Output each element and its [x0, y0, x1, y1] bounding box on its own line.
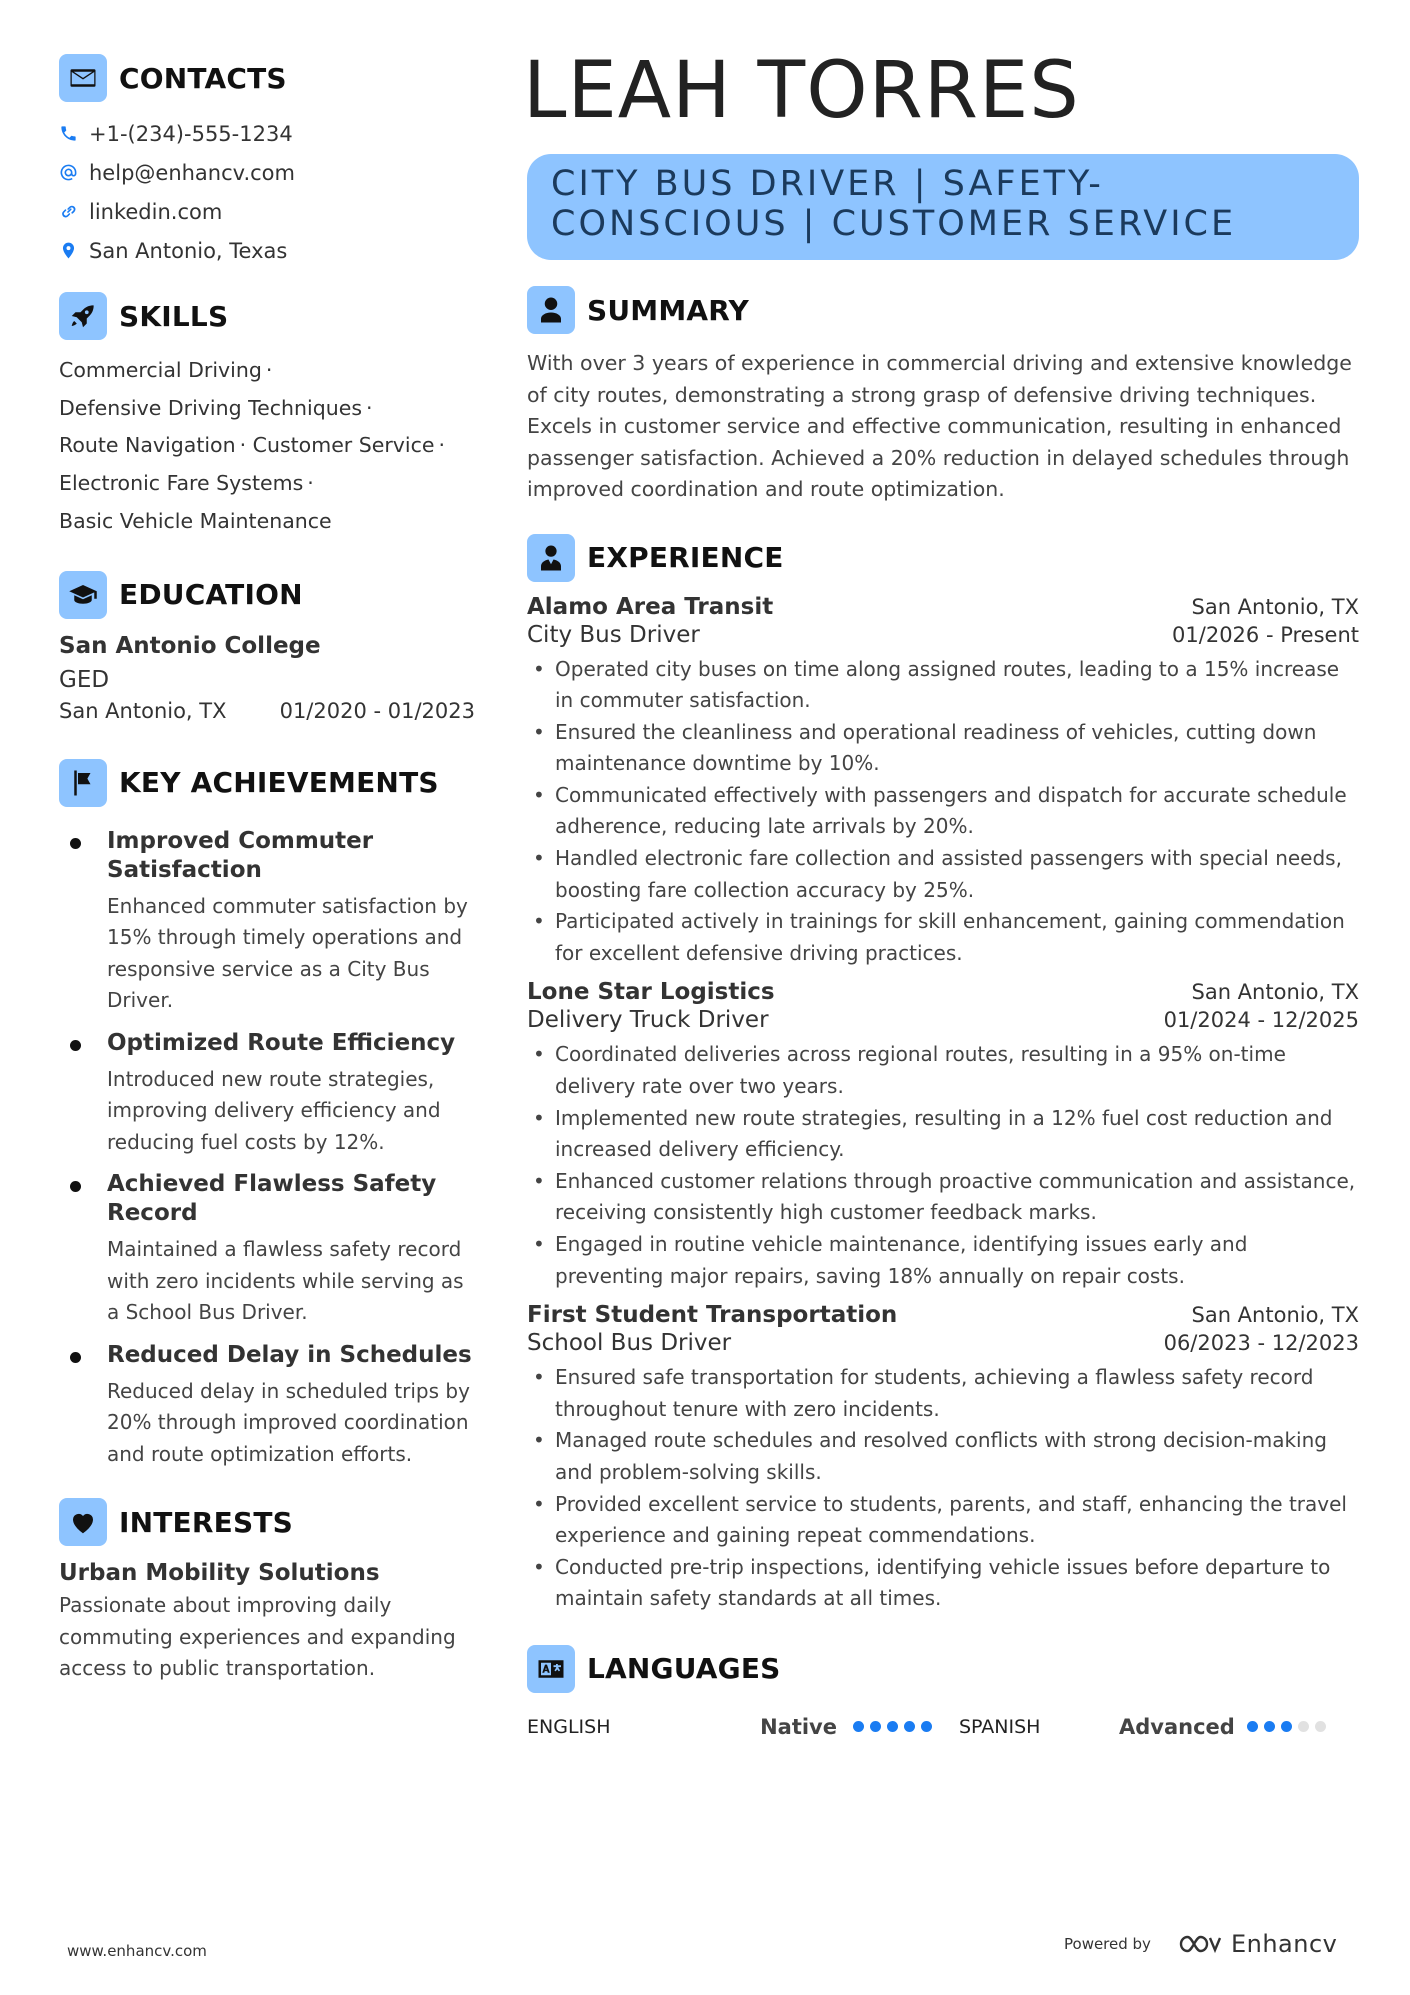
skills-section [59, 292, 479, 541]
envelope-icon [59, 54, 107, 102]
language-item [959, 1715, 1359, 1739]
interests-section [59, 1498, 479, 1685]
education-header [59, 571, 479, 619]
education-dates: 01/2020 - 01/2023 [279, 698, 475, 723]
job-bullet: • Ensured safe transportation for students, achieving a flawless safety record throughout tenure with zero incidents. [527, 1362, 1359, 1425]
graduation-cap-icon [59, 571, 107, 619]
translate-icon [527, 1645, 575, 1693]
job-role: City Bus Driver [527, 621, 700, 648]
skills-line-5 [59, 503, 479, 541]
job-location: San Antonio, TX [1191, 980, 1359, 1005]
interest-desc: Passionate about improving daily commuting experiences and expanding access to public transportation. [59, 1593, 456, 1681]
phone-icon [59, 124, 89, 143]
job-bullets [527, 654, 1359, 970]
education-degree: GED [59, 666, 110, 693]
interest-title: Urban Mobility Solutions [59, 1560, 380, 1587]
skills-title: SKILLS [119, 299, 229, 333]
contact-location [59, 231, 479, 270]
education-title: EDUCATION [119, 578, 303, 612]
bullet-icon [70, 1040, 81, 1051]
summary-section [527, 286, 1359, 506]
languages-header [527, 1645, 1359, 1693]
experience-title: EXPERIENCE [587, 541, 784, 574]
job-location: San Antonio, TX [1191, 1303, 1359, 1328]
job-company: Alamo Area Transit [527, 593, 774, 620]
job-company: First Student Transportation [527, 1302, 898, 1329]
skill-separator: · [265, 358, 273, 382]
skill-separator: · [366, 395, 373, 420]
skill-separator: · [307, 471, 314, 496]
education-meta [59, 699, 475, 723]
job-bullet: • Conducted pre-trip inspections, identifying vehicle issues before departure to maintain safety standards at all times. [527, 1552, 1359, 1615]
job-entry [527, 1302, 1359, 1615]
job-bullet: • Communicated effectively with passengers and dispatch for accurate schedule adherence, reducing late arrivals by 20%. [527, 780, 1359, 843]
headline-box: CITY BUS DRIVER | SAFETY-CONSCIOUS | CUSTOMER SERVICE [527, 154, 1359, 260]
skills-line-1 [59, 352, 479, 390]
job-bullets [527, 1039, 1359, 1292]
job-bullet: • Handled electronic fare collection and assisted passengers with special needs, boosting fare collection accuracy by 25%. [527, 843, 1359, 906]
skill-item: Route Navigation [59, 433, 236, 458]
user-icon [527, 286, 575, 334]
languages-title: LANGUAGES [587, 1652, 781, 1686]
achievements-section [59, 759, 479, 1471]
summary-header [527, 286, 1359, 334]
enhancv-logo-icon [1177, 1932, 1223, 1956]
skill-item: Basic Vehicle Maintenance [59, 508, 332, 533]
rating-dot-filled [870, 1721, 881, 1732]
job-row [527, 594, 1359, 620]
job-bullets [527, 1362, 1359, 1615]
education-school: San Antonio College [59, 632, 321, 659]
interests-title: INTERESTS [119, 1505, 293, 1539]
achievement-title: Improved Commuter Satisfaction [107, 827, 374, 883]
experience-header [527, 534, 1359, 582]
contact-phone-text: +1-(234)-555-1234 [89, 121, 293, 146]
job-bullet: • Enhanced customer relations through proactive communication and assistance, receiving consistently high customer feedback marks. [527, 1166, 1359, 1229]
language-rating [1247, 1721, 1332, 1732]
skills-line-2 [59, 390, 479, 428]
rating-dot-filled [1281, 1721, 1292, 1732]
job-bullet: • Implemented new route strategies, resulting in a 12% fuel cost reduction and increased delivery efficiency. [527, 1103, 1359, 1166]
language-level: Advanced [1119, 1714, 1235, 1739]
achievement-item [59, 827, 479, 1017]
rocket-icon [59, 292, 107, 340]
job-bullet: • Managed route schedules and resolved conflicts with strong decision-making and problem-solving skills. [527, 1425, 1359, 1488]
skill-item: Defensive Driving Techniques [59, 395, 363, 420]
job-row [527, 1330, 1359, 1356]
job-bullet: • Ensured the cleanliness and operational readiness of vehicles, cutting down maintenance downtime by 10%. [527, 717, 1359, 780]
skills-list [59, 352, 479, 541]
job-entry [527, 979, 1359, 1292]
rating-dot-empty [1315, 1721, 1326, 1732]
achievement-title: Achieved Flawless Safety Record [107, 1171, 437, 1227]
flag-icon [59, 759, 107, 807]
contacts-section [59, 54, 479, 270]
job-bullet: • Provided excellent service to students, parents, and staff, enhancing the travel experience and gaining repeat commendations. [527, 1489, 1359, 1552]
candidate-name: LEAH TORRES [523, 46, 1080, 136]
skills-header [59, 292, 479, 340]
job-dates: 01/2026 - Present [1172, 622, 1359, 647]
enhancv-brand: Enhancv [1230, 1930, 1338, 1958]
rating-dot-filled [887, 1721, 898, 1732]
language-name: SPANISH [959, 1715, 1041, 1738]
summary-title: SUMMARY [587, 293, 750, 327]
experience-section [527, 534, 1359, 1615]
job-role: School Bus Driver [527, 1330, 732, 1357]
language-item [527, 1715, 959, 1739]
skills-line-4 [59, 465, 479, 503]
achievement-item [59, 1341, 479, 1471]
contact-location-text: San Antonio, Texas [89, 238, 288, 263]
rating-dot-filled [853, 1721, 864, 1732]
job-dates: 06/2023 - 12/2023 [1163, 1331, 1359, 1356]
interests-header [59, 1498, 479, 1546]
achievement-desc: Introduced new route strategies, improving delivery efficiency and reducing fuel costs by 12%. [107, 1066, 441, 1154]
contact-email-text: help@enhancv.com [89, 160, 295, 185]
bullet-icon [70, 1352, 81, 1363]
skill-item: Customer Service [252, 433, 435, 458]
job-bullet: • Participated actively in trainings for skill enhancement, gaining commendation for excellent defensive driving practices. [527, 906, 1359, 969]
achievement-desc: Enhanced commuter satisfaction by 15% through timely operations and responsive service as a City Bus Driver. [107, 893, 468, 1013]
right-column [523, 46, 1359, 1739]
skills-line-3 [59, 427, 479, 465]
language-rating [853, 1721, 938, 1732]
achievement-item [59, 1029, 479, 1159]
job-location: San Antonio, TX [1191, 594, 1359, 619]
rating-dot-filled [921, 1721, 932, 1732]
job-dates: 01/2024 - 12/2025 [1163, 1008, 1359, 1033]
rating-dot-filled [904, 1721, 915, 1732]
skill-item: Commercial Driving [59, 358, 262, 382]
skill-item: Electronic Fare Systems [59, 471, 304, 496]
job-row [527, 979, 1359, 1005]
summary-text: With over 3 years of experience in commercial driving and extensive knowledge of city routes, demonstrating a strong grasp of defensive driving techniques. Excels in customer service and effective communication, resulting in enhanced passenger satisfaction. Achieved a 20% reduction in delayed schedules through improved coordination and route optimization. [527, 351, 1352, 501]
contacts-header [59, 54, 479, 102]
achievement-desc: Reduced delay in scheduled trips by 20% through improved coordination and route optimization efforts. [107, 1378, 470, 1466]
job-role: Delivery Truck Driver [527, 1007, 769, 1034]
achievement-item [59, 1170, 479, 1329]
job-company: Lone Star Logistics [527, 979, 775, 1006]
left-column [59, 54, 479, 1685]
language-name: ENGLISH [527, 1715, 611, 1738]
achievement-title: Reduced Delay in Schedules [107, 1341, 472, 1368]
languages-section [527, 1645, 1359, 1739]
footer-branding[interactable] [1064, 1930, 1337, 1958]
briefcase-user-icon [527, 534, 575, 582]
education-location: San Antonio, TX [59, 698, 227, 723]
footer-site[interactable]: www.enhancv.com [67, 1942, 207, 1960]
rating-dot-filled [1247, 1721, 1258, 1732]
job-bullet: • Engaged in routine vehicle maintenance, identifying issues early and preventing major repairs, saving 18% annually on repair costs. [527, 1229, 1359, 1292]
at-sign-icon [59, 163, 89, 182]
location-pin-icon [59, 241, 89, 260]
achievements-title: KEY ACHIEVEMENTS [119, 766, 439, 800]
contact-email[interactable] [59, 153, 479, 192]
bullet-icon [70, 1181, 81, 1192]
contact-link-text: linkedin.com [89, 199, 223, 224]
job-bullet: • Operated city buses on time along assigned routes, leading to a 15% increase in commuter satisfaction. [527, 654, 1359, 717]
job-entry [527, 594, 1359, 970]
language-level: Native [760, 1714, 837, 1739]
skill-separator: · [239, 433, 247, 458]
job-row [527, 622, 1359, 648]
job-row [527, 1302, 1359, 1328]
achievement-desc: Maintained a flawless safety record with zero incidents while serving as a School Bus Driver. [107, 1237, 464, 1325]
job-bullet: • Coordinated deliveries across regional routes, resulting in a 95% on-time delivery rate over two years. [527, 1039, 1359, 1102]
languages-list [527, 1715, 1359, 1739]
rating-dot-filled [1264, 1721, 1275, 1732]
heart-icon [59, 1498, 107, 1546]
contact-phone[interactable] [59, 114, 479, 153]
contacts-title: CONTACTS [119, 61, 287, 95]
powered-by-label: Powered by [1064, 1935, 1151, 1953]
achievement-title: Optimized Route Efficiency [107, 1029, 456, 1056]
rating-dot-empty [1298, 1721, 1309, 1732]
job-row [527, 1007, 1359, 1033]
achievements-header [59, 759, 479, 807]
link-icon [59, 202, 89, 221]
education-section [59, 571, 479, 723]
skill-separator: · [438, 433, 446, 458]
contact-link[interactable] [59, 192, 479, 231]
bullet-icon [70, 838, 81, 849]
